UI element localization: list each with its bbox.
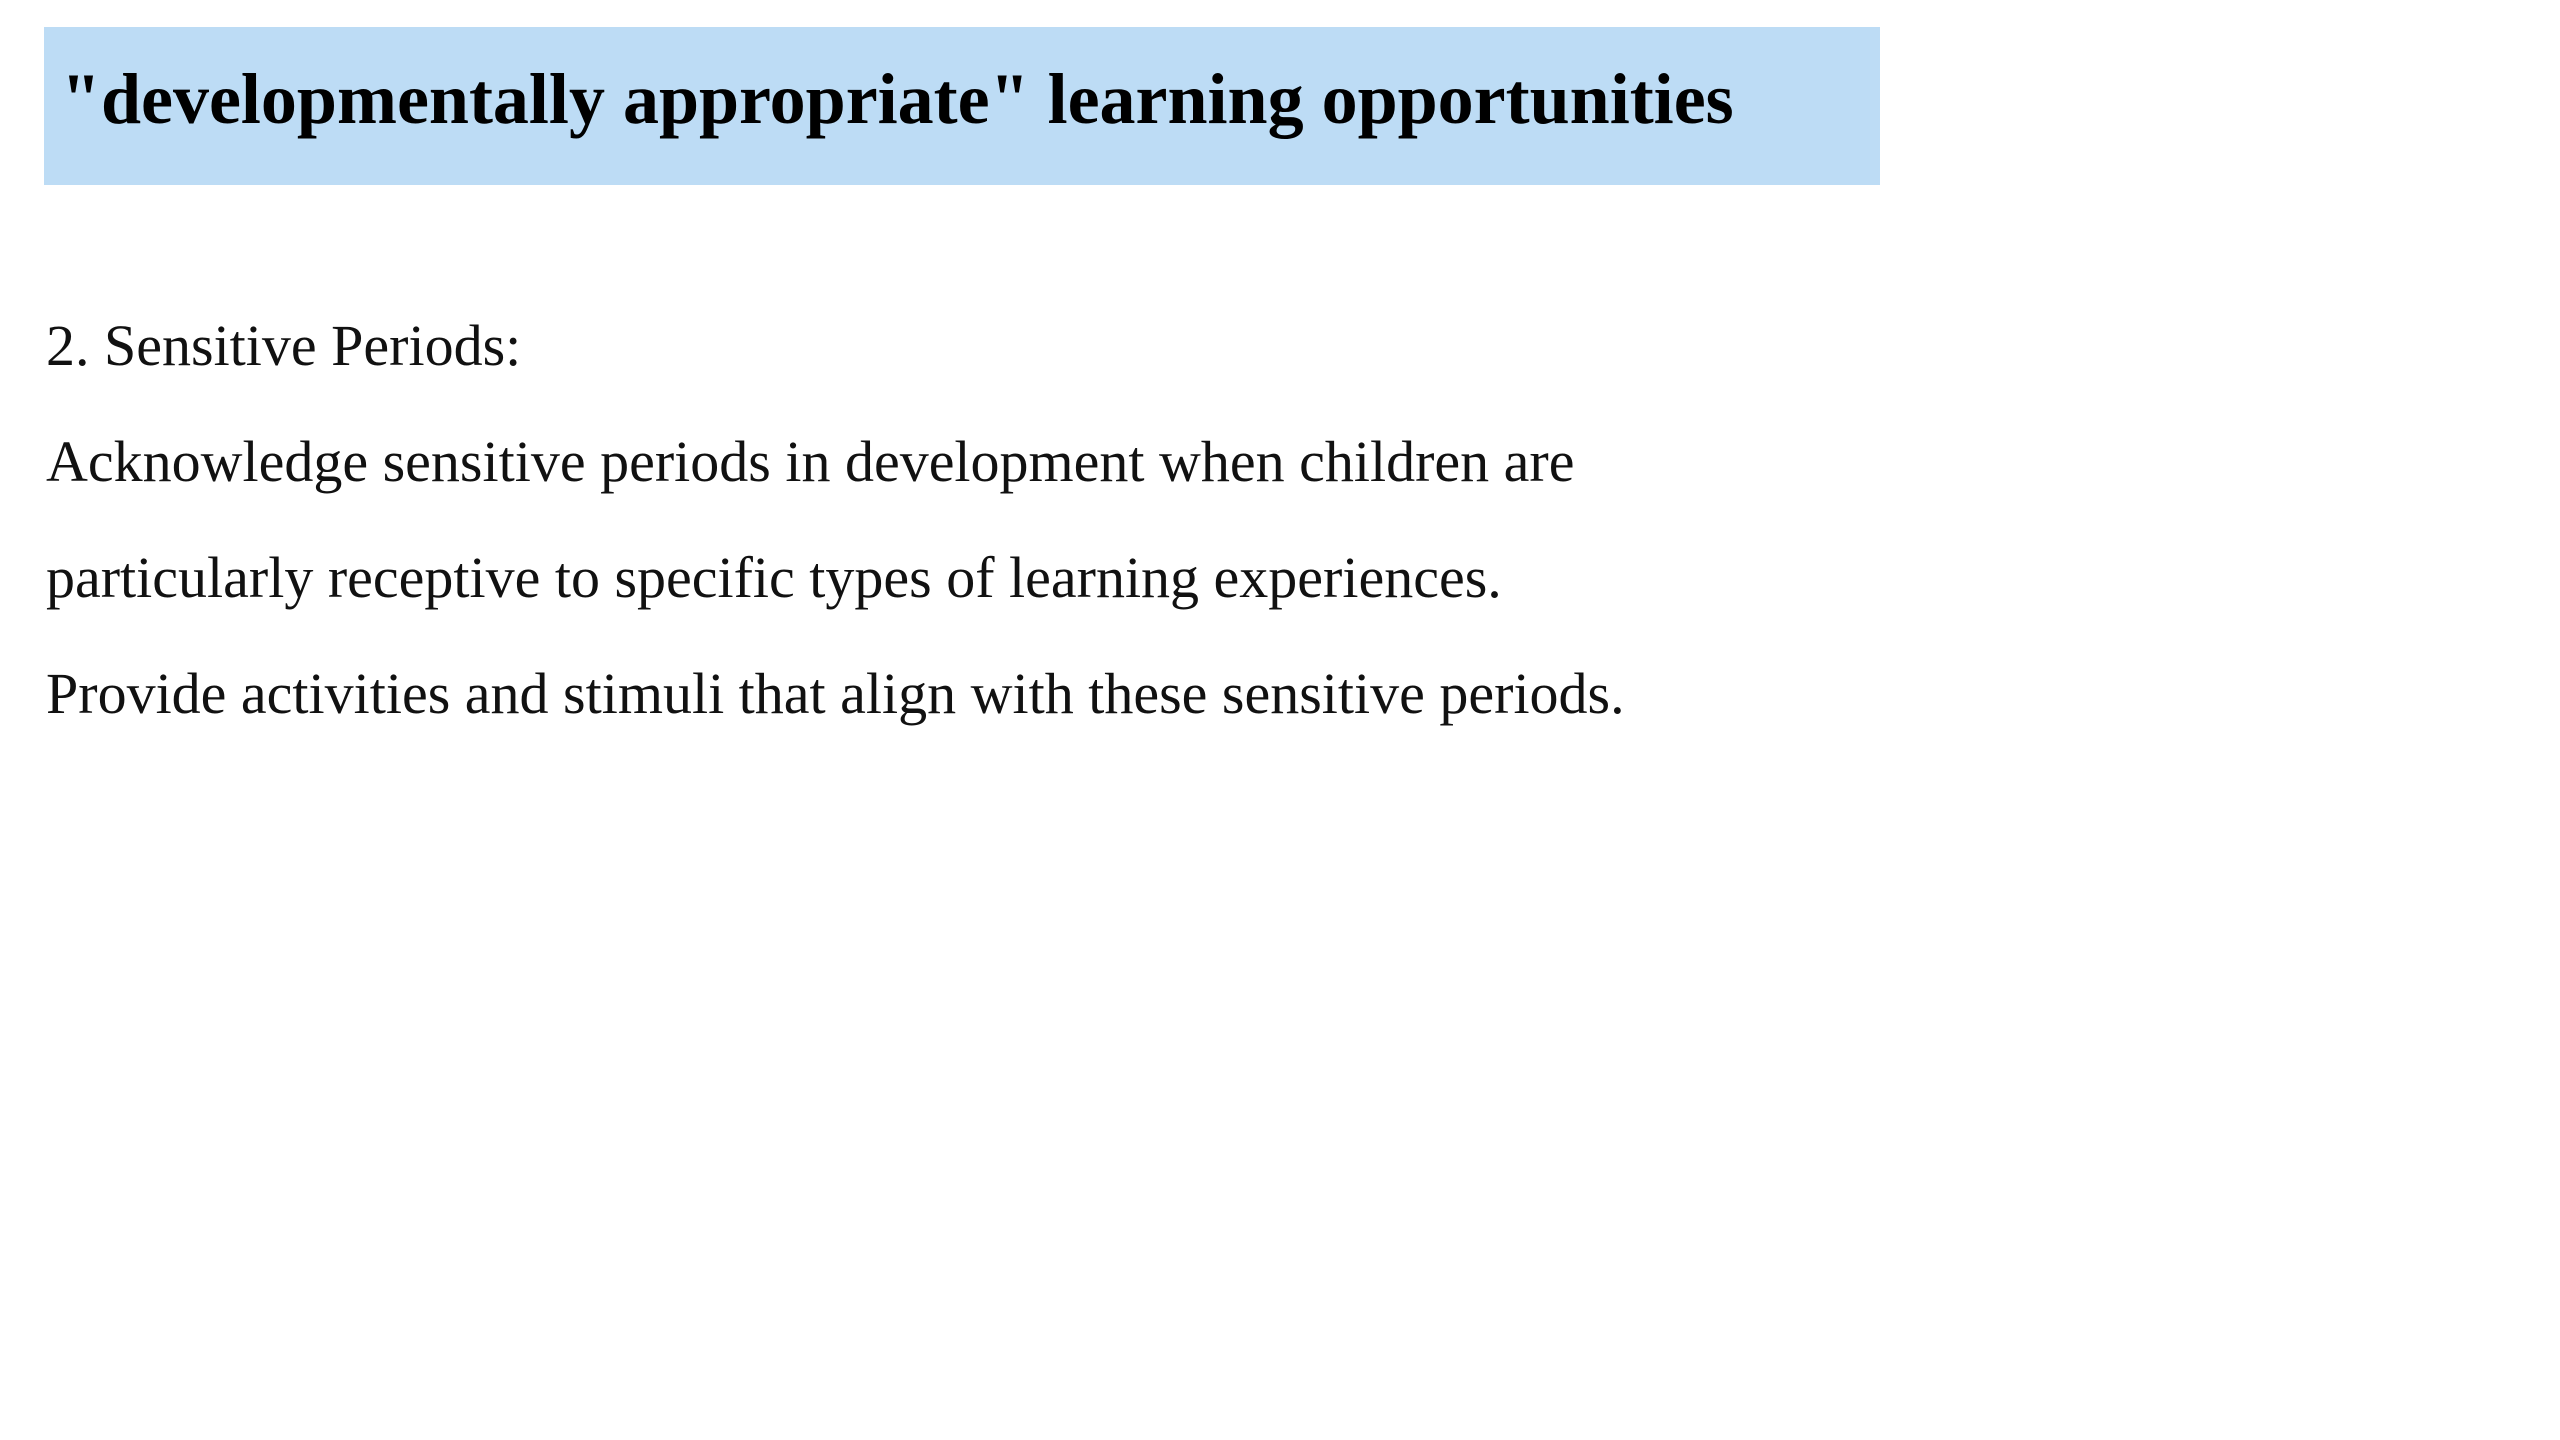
body-text-line: Acknowledge sensitive periods in development when children are bbox=[46, 429, 1575, 494]
section-heading: 2. Sensitive Periods: bbox=[46, 313, 522, 378]
title-banner bbox=[44, 27, 1880, 185]
slide-title: "developmentally appropriate" learning opportunities bbox=[61, 59, 1734, 139]
body-text-line: Provide activities and stimuli that align with these sensitive periods. bbox=[46, 661, 1625, 726]
body-text-line: particularly receptive to specific types of learning experiences. bbox=[46, 545, 1502, 610]
slide-body bbox=[46, 288, 2446, 752]
